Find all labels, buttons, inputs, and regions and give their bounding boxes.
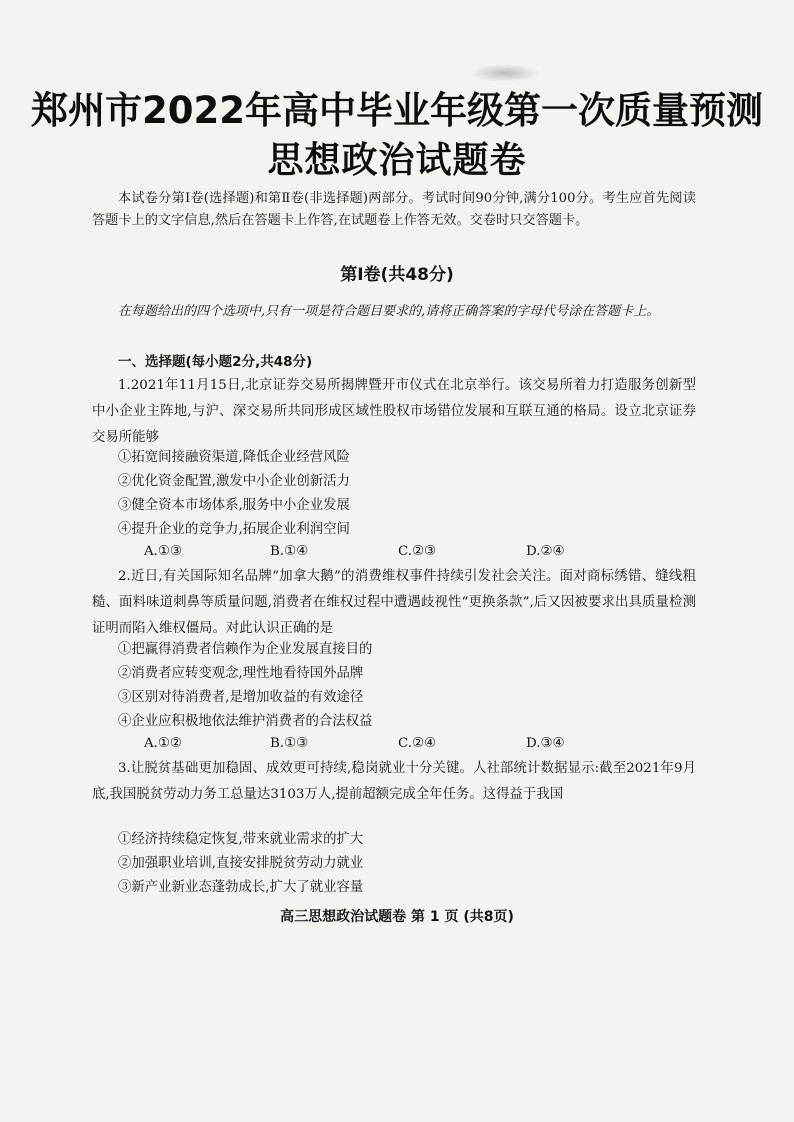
question-1-choice-c: C.②③	[398, 544, 437, 559]
question-2-option-3: ③区别对待消费者,是增加收益的有效途径	[118, 690, 364, 705]
question-3-option-3: ③新产业新业态蓬勃成长,扩大了就业容量	[118, 880, 364, 895]
question-3-stem: 3.让脱贫基础更加稳固、成效更可持续,稳岗就业十分关键。人社部统计数据显示:截至2021年9月底,我国脱贫劳动力务工总量达3103万人,提前超额完成全年任务。这得益于我国	[92, 761, 696, 802]
question-1-choice-b: B.①④	[270, 544, 309, 559]
page-footer: 高三思想政治试题卷 第 1 页 (共8页)	[280, 909, 514, 925]
section-title: 一、选择题(每小题2分,共48分)	[118, 354, 313, 370]
instruction-text: 在每题给出的四个选项中,只有一项是符合题目要求的,请将正确答案的字母代号涂在答题卡上。	[118, 304, 660, 319]
question-1-option-2: ②优化资金配置,激发中小企业创新活力	[118, 474, 350, 489]
question-2-option-1: ①把赢得消费者信赖作为企业发展直接目的	[118, 642, 373, 657]
question-2-choice-a: A.①②	[144, 736, 182, 751]
question-1-stem: 1.2021年11月15日,北京证券交易所揭牌暨开市仪式在北京举行。该交易所着力打造服务创新型中小企业主阵地,与沪、深交易所共同形成区域性股权市场错位发展和互联互通的格局。设立北京证券交易所能够	[92, 378, 696, 445]
question-2-choice-d: D.③④	[526, 736, 565, 751]
question-2-stem: 2.近日,有关国际知名品牌“加拿大鹅”的消费维权事件持续引发社会关注。面对商标绣错、缝线粗糙、面料味道刺鼻等质量问题,消费者在维权过程中遭遇歧视性“更换条款”,后又因被要求出具质量检测证明而陷入维权僵局。对此认识正确的是	[92, 569, 696, 636]
question-1-choice-d: D.②④	[526, 544, 565, 559]
question-2-choice-c: C.②④	[398, 736, 437, 751]
question-2-option-4: ④企业应积极地依法维护消费者的合法权益	[118, 714, 373, 729]
exam-subtitle: 思想政治试题卷	[267, 140, 527, 181]
question-3-option-1: ①经济持续稳定恢复,带来就业需求的扩大	[118, 832, 364, 847]
question-1-option-1: ①拓宽间接融资渠道,降低企业经营风险	[118, 450, 350, 465]
question-1-choice-a: A.①③	[144, 544, 182, 559]
part-title: 第Ⅰ卷(共48分)	[340, 265, 454, 285]
exam-title: 郑州市2022年高中毕业年级第一次质量预测	[31, 89, 763, 132]
question-1-option-3: ③健全资本市场体系,服务中小企业发展	[118, 498, 350, 513]
question-1-option-4: ④提升企业的竞争力,拓展企业利润空间	[118, 522, 350, 537]
question-2-option-2: ②消费者应转变观念,理性地看待国外品牌	[118, 666, 364, 681]
exam-intro: 本试卷分第Ⅰ卷(选择题)和第Ⅱ卷(非选择题)两部分。考试时间90分钟,满分100分。考生应首先阅读答题卡上的文字信息,然后在答题卡上作答,在试题卷上作答无效。交卷时只交答题卡。	[92, 191, 696, 228]
question-2-choices	[118, 736, 678, 756]
question-2-choice-b: B.①③	[270, 736, 309, 751]
question-3-option-2: ②加强职业培训,直接安排脱贫劳动力就业	[118, 856, 364, 871]
question-1-choices	[118, 544, 678, 564]
